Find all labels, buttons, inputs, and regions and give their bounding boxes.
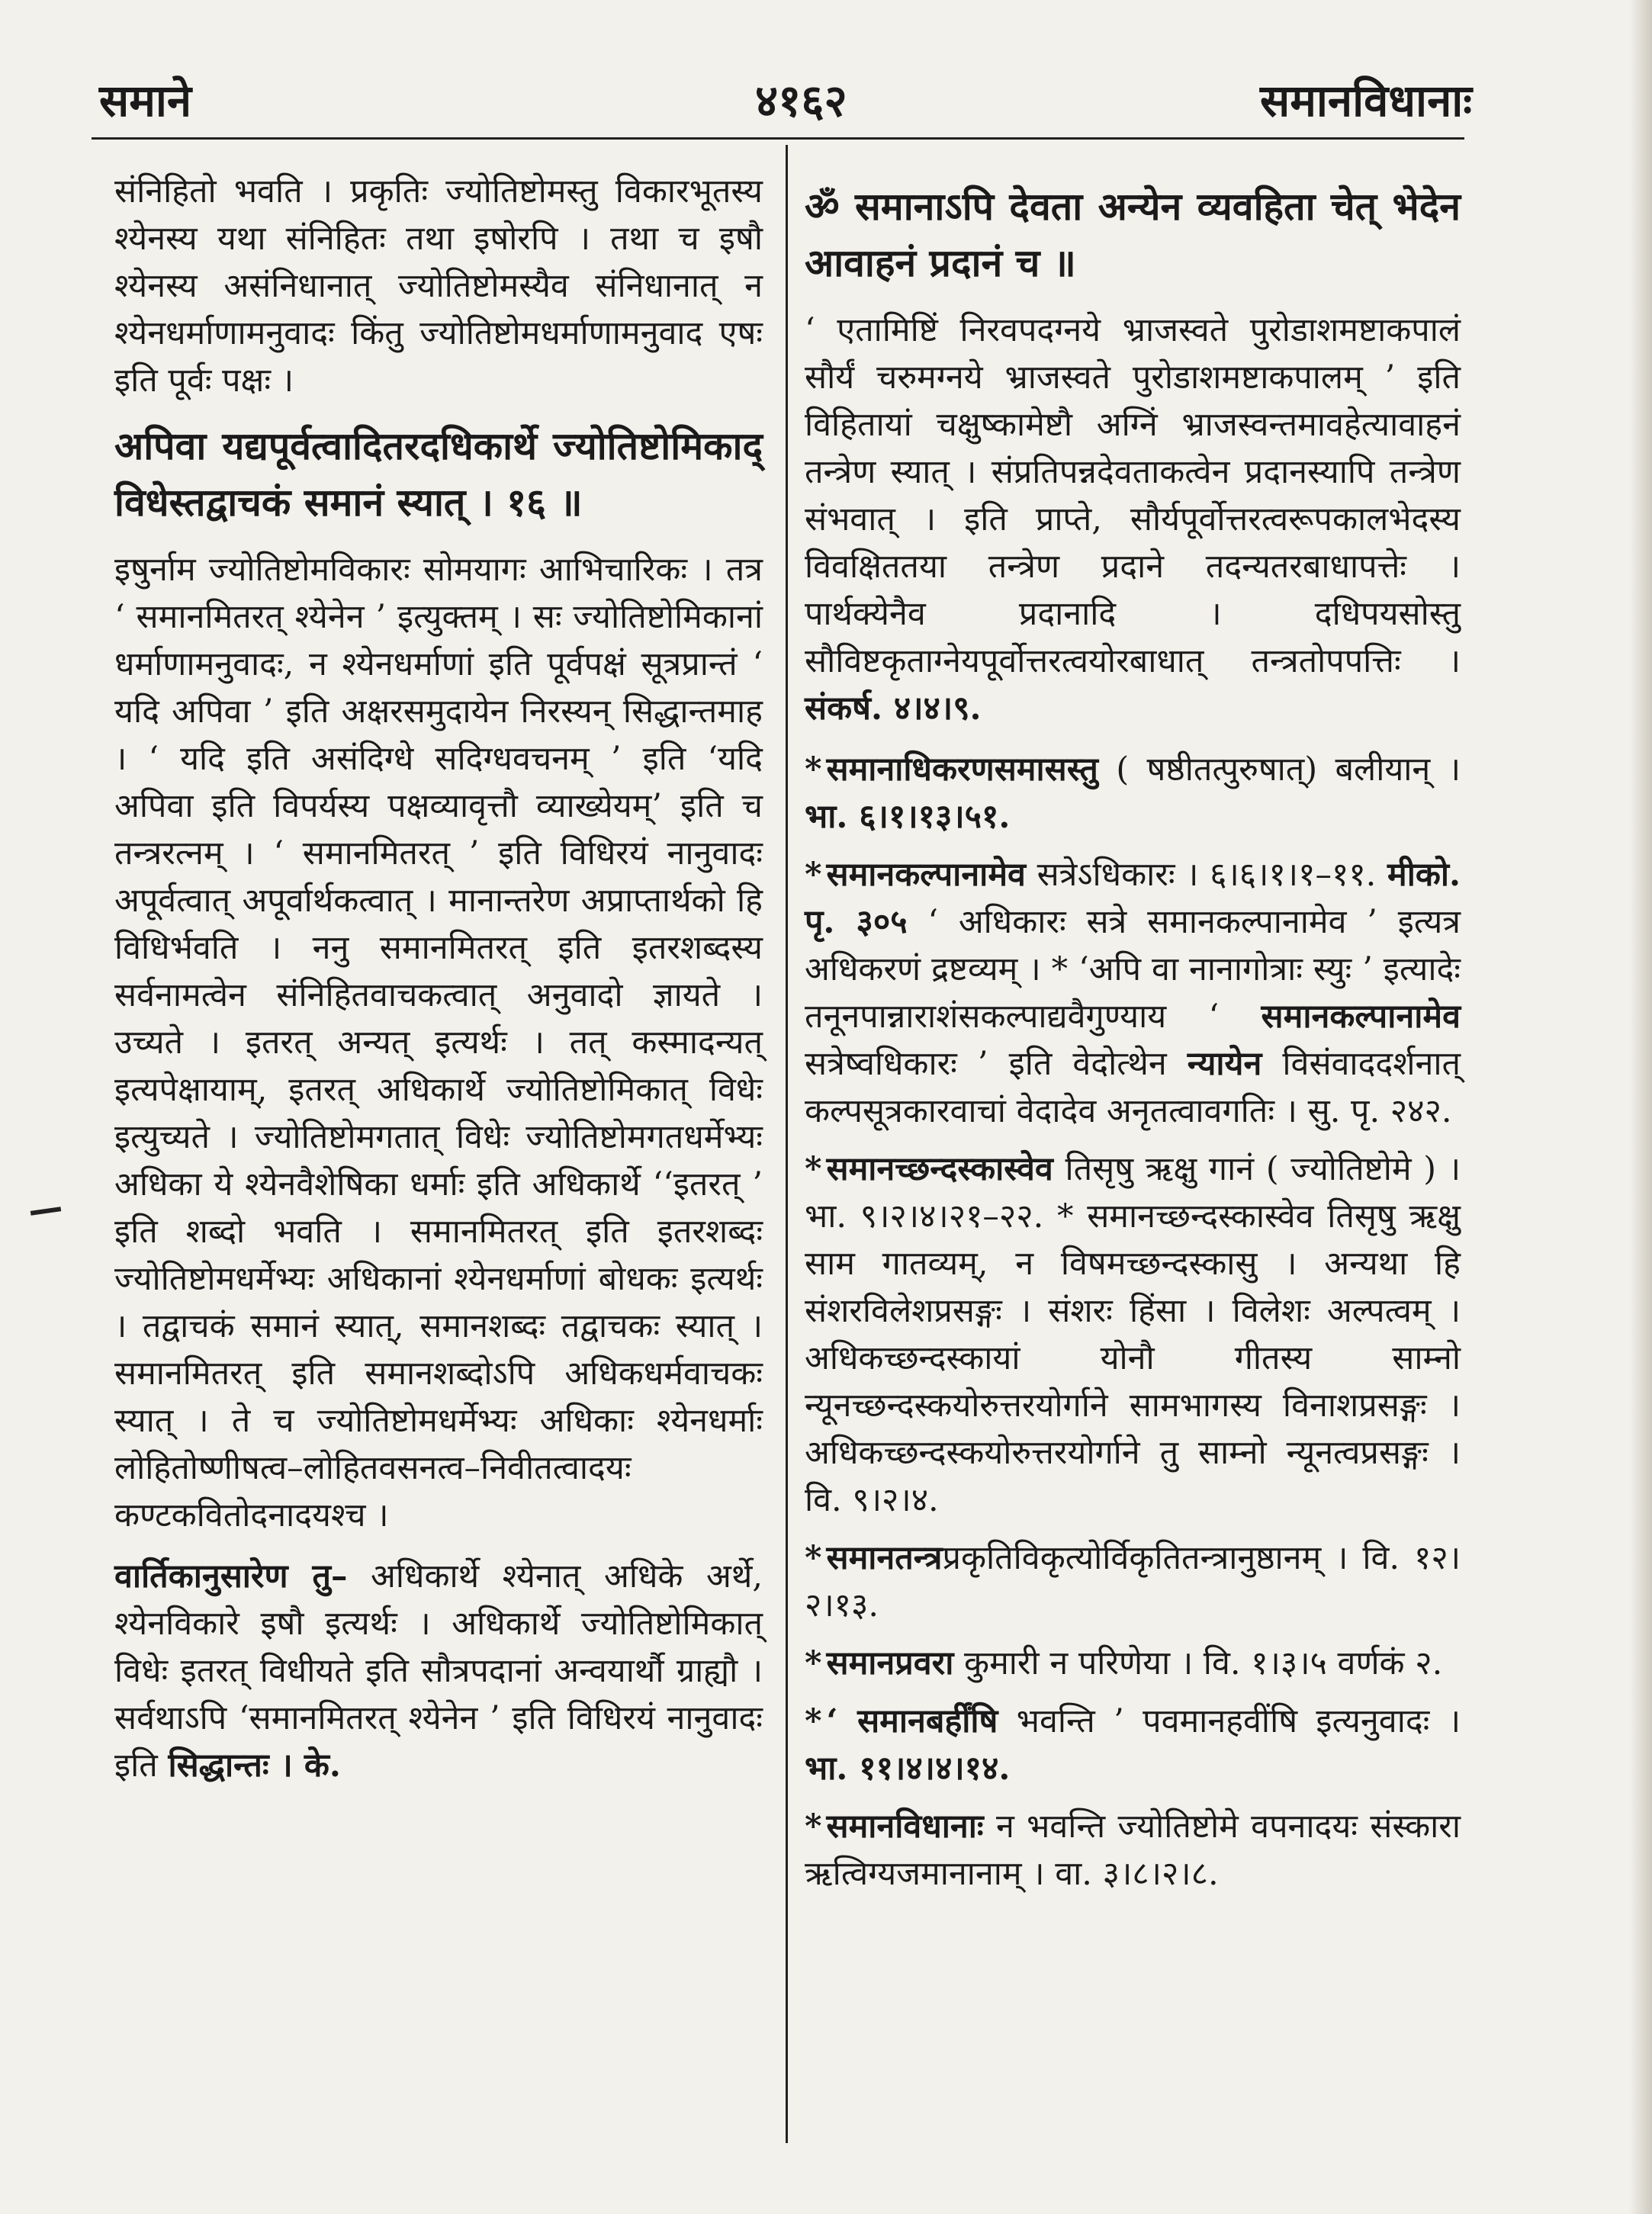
entry-samanavidhanah bbox=[805, 1803, 1461, 1897]
header-rule bbox=[92, 137, 1464, 140]
star-icon: * bbox=[805, 1150, 822, 1188]
entry-head: समानविधानाः bbox=[826, 1808, 984, 1846]
margin-mark bbox=[31, 1207, 61, 1216]
right-para-1 bbox=[805, 307, 1461, 732]
right-sutra-text: समानाऽपि देवता अन्येन व्यवहिता चेत् भेदेन आवाहनं प्रदानं च ॥ bbox=[805, 184, 1461, 285]
vartika-lead: वार्तिकानुसारेण तु– bbox=[114, 1557, 348, 1595]
column-divider bbox=[786, 145, 788, 2143]
entry-body: विसंवाददर्शनात् कल्पसूत्रकारवाचां वेदादेव अनृतत्वावगतिः । सु. पृ. २४२. bbox=[805, 1045, 1461, 1130]
left-para-3-end: सिद्धान्तः । के. bbox=[168, 1746, 341, 1785]
entry-body: कुमारी न परिणेया । वि. १।३।५ वर्णकं २. bbox=[953, 1644, 1443, 1682]
entry-body: भवन्ति ’ पवमानहवींषि इत्यनुवादः । bbox=[998, 1702, 1461, 1740]
entry-ref: मीको. पृ. ३०५ bbox=[805, 856, 1461, 941]
star-icon: * bbox=[805, 1539, 822, 1577]
right-sutra bbox=[805, 178, 1461, 291]
sankarsha-ref: संकर्ष. ४।४।९. bbox=[805, 689, 982, 728]
left-para-2: इषुर्नाम ज्योतिष्टोमविकारः सोमयागः आभिचारिकः । तत्र ‘ समानमितरत् श्येनेन ’ इत्युक्तम् । सः ज्योतिष्टोमिकानां धर्माणामनुवादः, न श्येनधर्माणां इति पूर्वपक्षं सूत्रप्रान्तं ‘ यदि अपिवा ’ इति अक्षरसमुदायेन निरस्यन् सिद्धान्तमाह । ‘ यदि इति असंदिग्धे सदिग्धवचनम् ’ इति ‘यदि अपिवा इति विपर्यस्य पक्षव्यावृत्तौ व्याख्येयम्’ इति च तन्त्ररत्नम् । ‘ समानमितरत् ’ इति विधिरयं नानुवादः अपूर्वत्वात् अपूर्वार्थकत्वात् । मानान्तरेण अप्राप्तार्थको हि विधिर्भवति । ननु समानमितरत् इति इतरशब्दस्य सर्वनामत्वेन संनिहितवाचकत्वात् अनुवादो ज्ञायते । उच्यते । इतरत् अन्यत् इत्यर्थः । तत् कस्मादन्यत् इत्यपेक्षायाम्, इतरत् अधिकार्थे ज्योतिष्टोमिकात् विधेः इत्युच्यते । ज्योतिष्टोमगतात् विधेः ज्योतिष्टोमगतधर्मेभ्यः अधिका ये श्येनवैशेषिका धर्माः इति अधिकार्थे ‘‘इतरत् ’ इति शब्दो भवति । समानमितरत् इति इतरशब्दः ज्योतिष्टोमधर्मेभ्यः अधिकानां श्येनधर्माणां बोधकः इत्यर्थः । तद्वाचकं समानं स्यात्, समानशब्दः तद्वाचकः स्यात् । समानमितरत् इति समानशब्दोऽपि अधिकधर्मवाचकः स्यात् । ते च ज्योतिष्टोमधर्मेभ्यः अधिकाः श्येनधर्माः लोहितोष्णीषत्व–लोहितवसनत्व–निवीतत्वादयः कण्टकवितोदनादयश्च । bbox=[114, 551, 763, 1534]
star-icon: * bbox=[805, 1808, 822, 1846]
entry-ref: भा. ६।१।१३।५१. bbox=[805, 798, 1011, 836]
page-edge-shadow bbox=[1629, 0, 1652, 2214]
entry-head: समानप्रवरा bbox=[826, 1644, 954, 1682]
entry-body: सत्रेऽधिकारः । ६।६।१।१–११. bbox=[1025, 856, 1388, 894]
star-icon: * bbox=[805, 1644, 822, 1682]
star-icon: * bbox=[805, 750, 822, 789]
entry-head: समानतन्त्र bbox=[826, 1539, 943, 1577]
entry-samanatantra bbox=[805, 1534, 1461, 1629]
right-column bbox=[805, 168, 1461, 1908]
entry-head: समानकल्पानामेव bbox=[826, 856, 1026, 894]
entry-samanadhikarana bbox=[805, 746, 1461, 840]
right-para-1-body: ‘ एतामिष्टिं निरवपदग्नये भ्राजस्वते पुरोडाशमष्टाकपालं सौर्यं चरुमग्नये भ्राजस्वते पुरोडाशमष्टाकपालम् ’ इति विहितायां चक्षुष्कामेष्टौ अग्निं भ्राजस्वन्तमावहेत्यावाहनं तन्त्रेण स्यात् । संप्रतिपन्नदेवताकत्वेन प्रदानस्यापि तन्त्रेण संभवात् । इति प्राप्ते, सौर्यपूर्वोत्तरत्वरूपकालभेदस्य विवक्षिततया तन्त्रेण प्रदाने तदन्यतरबाधापत्तेः । पार्थक्येनैव प्रदानादि । दधिपयसोस्तु सौविष्टकृताग्नेयपूर्वोत्तरत्वयोरबाधात् तन्त्रतोपपत्तिः । bbox=[805, 311, 1461, 680]
entry-ref: भा. ११।४।४।१४. bbox=[805, 1750, 1011, 1788]
entry-samanabarhimshi bbox=[805, 1698, 1461, 1792]
entry-body: ( षष्ठीतत्पुरुषात्) बलीयान् । bbox=[1098, 750, 1461, 789]
page-header bbox=[99, 69, 1472, 130]
entry-head: समानाधिकरणसमासस्तु bbox=[826, 750, 1098, 789]
entry-samanacchandaska bbox=[805, 1146, 1461, 1524]
entry-body: न भवन्ति ज्योतिष्टोमे वपनादयः संस्कारा ऋत्विग्यजमानानाम् । वा. ३।८।२।८. bbox=[805, 1808, 1461, 1893]
entry-samanapravara bbox=[805, 1640, 1461, 1687]
entry-body: तिसृषु ऋक्षु गानं ( ज्योतिष्टोमे ) । भा. ९।२।४।२१–२२. * समानच्छन्दस्कास्वेव तिसृषु ऋक्षु साम गातव्यम्, न विषमच्छन्दस्कासु । अन्यथा हि संशरविलेशप्रसङ्गः । संशरः हिंसा । विलेशः अल्पत्वम् । अधिकच्छन्दस्कायां योनौ गीतस्य साम्नो न्यूनच्छन्दस्कयोरुत्तरयोर्गाने सामभागस्य विनाशप्रसङ्गः । अधिकच्छन्दस्कयोरुत्तरयोर्गाने तु साम्नो न्यूनत्वप्रसङ्गः । वि. ९।२।४. bbox=[805, 1150, 1461, 1519]
left-sutra: अपिवा यद्यपूर्वत्वादितरदधिकार्थे ज्योतिष्टोमिकाद् विधेस्तद्वाचकं समानं स्यात् । १६ ॥ bbox=[114, 423, 763, 525]
entry-head: समानच्छन्दस्कास्वेव bbox=[826, 1150, 1053, 1188]
left-para-3 bbox=[114, 1553, 763, 1789]
nyaya-word: न्यायेन bbox=[1187, 1045, 1262, 1083]
left-para-3-body: अधिकार्थे श्येनात् अधिके अर्थे, श्येनविकारे इषौ इत्यर्थः । अधिकार्थे ज्योतिष्टोमिकात् विधेः इतरत् विधीयते इति सौत्रपदानां अन्वयार्थौ ग्राह्यौ । सर्वथाऽपि ‘समानमितरत् श्येनेन ’ इति विधिरयं नानुवादः इति bbox=[114, 1557, 763, 1785]
entry-head: ‘ समानबर्हींषि bbox=[826, 1702, 998, 1740]
page-number: ४१६२ bbox=[755, 75, 847, 127]
header-right-word: समानविधानाः bbox=[1260, 75, 1472, 127]
entry-body: ‘ अधिकारः सत्रे समानकल्पानामेव ’ इत्यत्र अधिकरणं द्रष्टव्यम् । * ‘अपि वा नानागोत्राः स्युः ’ इत्यादेः तनूनपान्नाराशंसकल्पाद्यवैगुण्याय ‘ bbox=[805, 903, 1461, 1036]
sutra-symbol-icon: ॐ bbox=[805, 184, 840, 229]
star-icon: * bbox=[805, 856, 822, 894]
header-left-word: समाने bbox=[99, 75, 192, 127]
star-icon: * bbox=[805, 1702, 822, 1740]
left-para-1: संनिहितो भवति । प्रकृतिः ज्योतिष्टोमस्तु विकारभूतस्य श्येनस्य यथा संनिहितः तथा इषोरपि । तथा च इषौ श्येनस्य असंनिधानात् ज्योतिष्टोमस्यैव संनिधानात् न श्येनधर्माणामनुवादः किंतु ज्योतिष्टोमधर्माणामनुवाद एषः इति पूर्वः पक्षः । bbox=[114, 172, 763, 400]
left-column bbox=[114, 168, 763, 1803]
entry-body: सत्रेष्वधिकारः ’ इति वेदोत्थेन bbox=[805, 1045, 1188, 1083]
entry-head-repeat: समानकल्पानामेव bbox=[1261, 998, 1461, 1036]
entry-samanakalpanameva bbox=[805, 851, 1461, 1135]
entry-body: प्रकृतिविकृत्योर्विकृतितन्त्रानुष्ठानम् । वि. १२।२।१३. bbox=[805, 1539, 1461, 1624]
